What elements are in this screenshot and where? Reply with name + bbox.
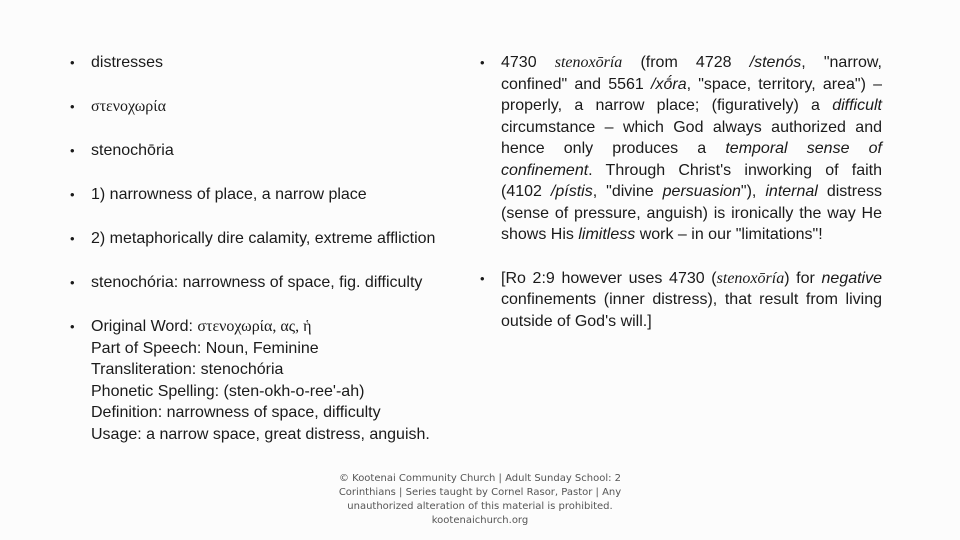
bullet-distresses: [70, 52, 490, 74]
greek-translit: stenoxōría: [716, 269, 785, 287]
part-of-speech: Part of Speech: Noun, Feminine: [91, 339, 319, 357]
footer-url: kootenaichurch.org: [431, 515, 529, 526]
text: "),: [740, 183, 766, 200]
bullet-definition-1: [70, 184, 490, 206]
text: ) for: [784, 269, 822, 287]
definition: Definition: narrowness of space, difficulty: [91, 404, 381, 421]
copyright-footer: [320, 472, 640, 528]
bullet-stenochoria: [70, 272, 490, 294]
bullet-romans-note: [480, 268, 882, 333]
greek-translit: /xṓra: [651, 75, 687, 93]
emphasis: difficult: [832, 97, 882, 114]
greek-translit: /stenós: [749, 54, 802, 71]
right-bullet-list: [480, 52, 882, 332]
bullet-definition-2: [70, 228, 490, 250]
greek-word: στενοχωρία: [91, 98, 166, 115]
emphasis: negative: [821, 269, 883, 287]
text: [Ro 2:9 however uses 4730 (: [501, 269, 717, 287]
text: (from 4728: [622, 54, 750, 71]
bullet-text: 1) narrowness of place, a narrow place: [91, 186, 367, 203]
emphasis: persuasion: [662, 183, 741, 200]
bullet-text: 2) metaphorically dire calamity, extreme affliction: [91, 230, 436, 247]
text: . Through Christ's inworking of faith (4102: [501, 161, 882, 200]
transliteration: Transliteration: stenochória: [91, 361, 284, 378]
bullet-text: stenochōria: [91, 142, 174, 159]
footer-line: Corinthians | Series taught by Cornel Rasor, Pastor | Any: [338, 487, 622, 498]
text: , "narrow, confined" and 5561: [501, 54, 882, 93]
greek-translit: stenoxōría: [554, 54, 623, 71]
text: work – in our "limitations"!: [635, 226, 823, 243]
text: , "space, territory, area") – properly, a narrow place; (figuratively) a: [501, 75, 883, 114]
text: 4730: [501, 54, 555, 71]
footer-line: © Kootenai Community Church | Adult Sunday School: 2: [338, 473, 622, 484]
bullet-text: stenochória: narrowness of space, fig. difficulty: [91, 274, 423, 291]
footer-line: unauthorized alteration of this material is prohibited.: [347, 501, 613, 512]
original-word: [91, 316, 490, 338]
bullet-word-study: [480, 52, 882, 246]
emphasis: limitless: [578, 226, 636, 243]
usage: Usage: a narrow space, great distress, anguish.: [91, 425, 430, 443]
original-word-label: Original Word:: [91, 318, 198, 335]
bullet-greek-word: [70, 96, 490, 118]
right-column: [480, 52, 882, 332]
original-word-value: στενοχωρία, ας, ἡ: [197, 318, 312, 335]
bullet-word-details: [70, 316, 490, 445]
bullet-text: distresses: [91, 54, 164, 71]
emphasis: temporal sense of confinement: [501, 140, 882, 179]
left-column: [70, 52, 490, 445]
phonetic-spelling: Phonetic Spelling: (sten-okh-o-ree'-ah): [91, 382, 365, 400]
left-bullet-list: [70, 52, 490, 445]
greek-translit: /pístis: [550, 183, 593, 200]
bullet-transliteration: [70, 140, 490, 162]
emphasis: internal: [765, 183, 818, 200]
text: , "divine: [592, 183, 663, 200]
text: distress (sense of pressure, anguish) is ironically the way He shows His: [501, 183, 882, 243]
text: circumstance – which God always authorized and hence only produces a: [501, 118, 882, 157]
text: confinements (inner distress), that result from living outside of God's will.]: [501, 291, 882, 330]
